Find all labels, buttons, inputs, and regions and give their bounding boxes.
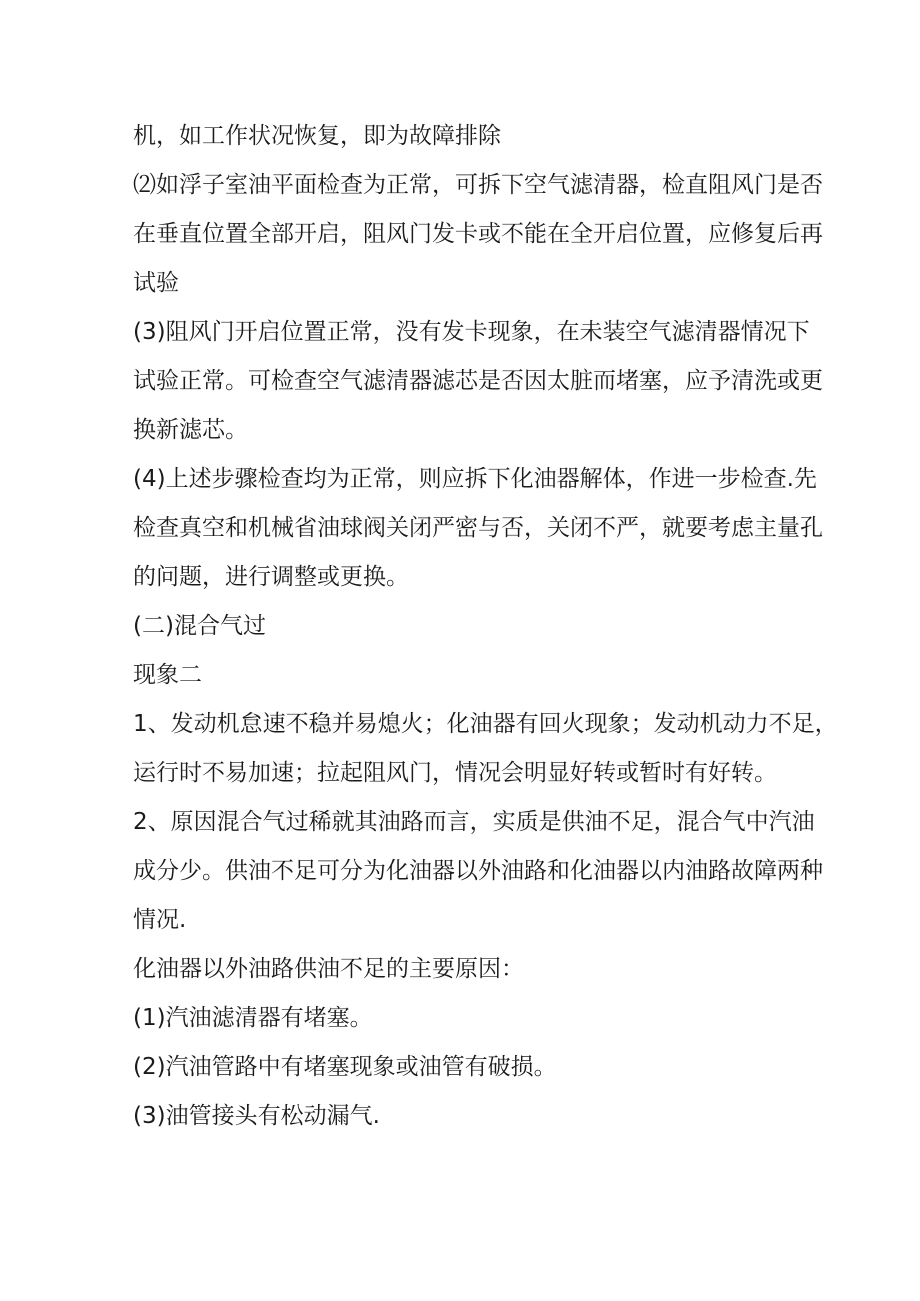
text-line: 试验 bbox=[133, 270, 179, 296]
text-line: 试验正常。可检查空气滤清器滤芯是否因太脏而堵塞，应予清洗或更 bbox=[133, 368, 823, 394]
list-item: (1)汽油滤清器有堵塞。 bbox=[133, 1005, 373, 1031]
text-line: (3)阻风门开启位置正常，没有发卡现象，在未装空气滤清器情况下 bbox=[133, 319, 810, 345]
text-line: 1、发动机怠速不稳并易熄火；化油器有回火现象；发动机动力不足， bbox=[133, 711, 838, 737]
text-line: 的问题，进行调整或更换。 bbox=[133, 564, 409, 590]
subsection-heading: 现象二 bbox=[133, 662, 202, 688]
text-line: 化油器以外油路供油不足的主要原因： bbox=[133, 956, 524, 982]
text-line: 检查真空和机械省油球阀关闭严密与否，关闭不严，就要考虑主量孔 bbox=[133, 515, 823, 541]
text-line: 在垂直位置全部开启，阻风门发卡或不能在全开启位置，应修复后再 bbox=[133, 221, 823, 247]
text-line: 2、原因混合气过稀就其油路而言，实质是供油不足，混合气中汽油 bbox=[133, 809, 815, 835]
list-item: (2)汽油管路中有堵塞现象或油管有破损。 bbox=[133, 1054, 557, 1080]
list-item: (3)油管接头有松动漏气. bbox=[133, 1103, 380, 1129]
text-line: 换新滤芯。 bbox=[133, 417, 248, 443]
text-line: 运行时不易加速；拉起阻风门，情况会明显好转或暂时有好转。 bbox=[133, 760, 777, 786]
section-heading: (二)混合气过 bbox=[133, 613, 266, 639]
text-line: 成分少。供油不足可分为化油器以外油路和化油器以内油路故障两种 bbox=[133, 858, 823, 884]
text-line: 机，如工作状况恢复，即为故障排除 bbox=[133, 123, 501, 149]
text-line: (4)上述步骤检查均为正常，则应拆下化油器解体，作进一步检查.先 bbox=[133, 466, 817, 492]
text-line: ⑵如浮子室油平面检查为正常，可拆下空气滤清器，检直阻风门是否 bbox=[133, 172, 823, 198]
text-line: 情况. bbox=[133, 907, 187, 933]
document-body bbox=[133, 112, 838, 1141]
